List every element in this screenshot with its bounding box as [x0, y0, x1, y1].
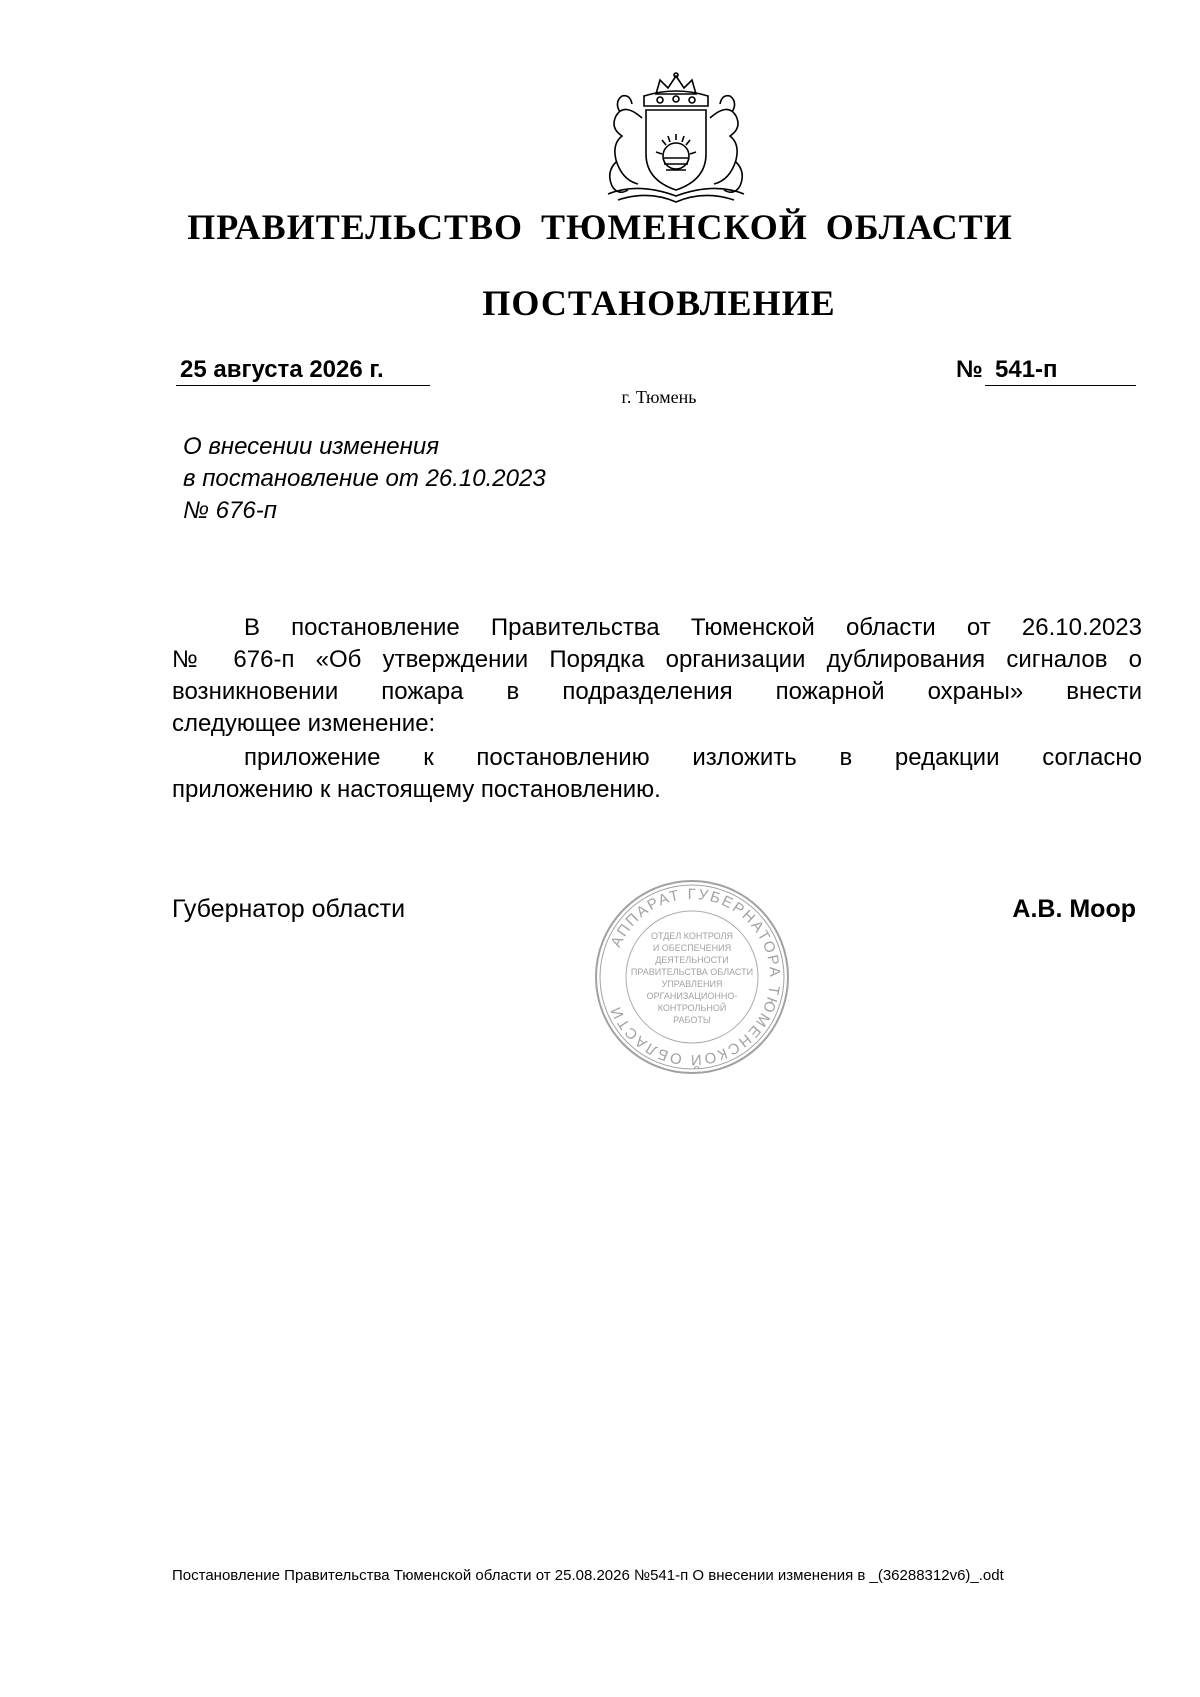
paragraph-line: следующее изменение:	[172, 710, 436, 737]
paragraph-line: приложение к постановлению изложить в редакции согласно	[244, 744, 1142, 771]
seal-inner-line: РАБОТЫ	[673, 1015, 711, 1025]
body-paragraph	[172, 612, 1142, 740]
organization-title: ПРАВИТЕЛЬСТВО ТЮМЕНСКОЙ ОБЛАСТИ	[187, 207, 1013, 247]
city: г. Тюмень	[621, 387, 697, 407]
document-subject	[183, 431, 546, 527]
document-type-title: ПОСТАНОВЛЕНИЕ	[482, 283, 836, 323]
document-number: 541-п	[995, 356, 1058, 383]
seal-inner-line: КОНТРОЛЬНОЙ	[657, 1003, 727, 1013]
seal-inner-line: ДЕЯТЕЛЬНОСТИ	[655, 955, 729, 965]
paragraph-line: В постановление Правительства Тюменской области от 26.10.2023	[244, 614, 1142, 641]
signatory-title: Губернатор области	[172, 895, 406, 923]
coat-of-arms-icon	[598, 72, 754, 206]
paragraph-line: № 676-п «Об утверждении Порядка организации дублирования сигналов о	[172, 646, 1142, 673]
seal-inner-line: УПРАВЛЕНИЯ	[661, 979, 723, 989]
seal-inner-line: И ОБЕСПЕЧЕНИЯ	[652, 943, 732, 953]
document-date: 25 августа 2026 г.	[180, 356, 384, 383]
seal-ring-text: АППАРАТ ГУБЕРНАТОРА ТЮМЕНСКОЙ ОБЛАСТИ	[606, 885, 784, 1069]
document-date-field	[176, 356, 430, 386]
subject-line: О внесении изменения	[183, 433, 440, 460]
paragraph-line: приложению к настоящему постановлению.	[172, 776, 661, 803]
document-number-field	[985, 356, 1136, 386]
subject-line: в постановление от 26.10.2023	[183, 465, 546, 492]
signatory-name: А.В. Моор	[1012, 895, 1136, 923]
body-paragraph	[172, 742, 1142, 806]
number-sign: №	[956, 356, 983, 383]
official-seal-icon	[592, 877, 792, 1077]
footer-filename: Постановление Правительства Тюменской области от 25.08.2026 №541-п О внесении изменения в _(36288312v6)_.odt	[172, 1567, 1004, 1584]
subject-line: № 676-п	[183, 497, 277, 524]
seal-inner-line: ОТДЕЛ КОНТРОЛЯ	[651, 931, 733, 941]
seal-inner-line: ОРГАНИЗАЦИОННО-	[646, 991, 738, 1001]
paragraph-line: возникновении пожара в подразделения пожарной охраны» внести	[172, 678, 1142, 705]
seal-inner-line: ПРАВИТЕЛЬСТВА ОБЛАСТИ	[630, 967, 754, 977]
